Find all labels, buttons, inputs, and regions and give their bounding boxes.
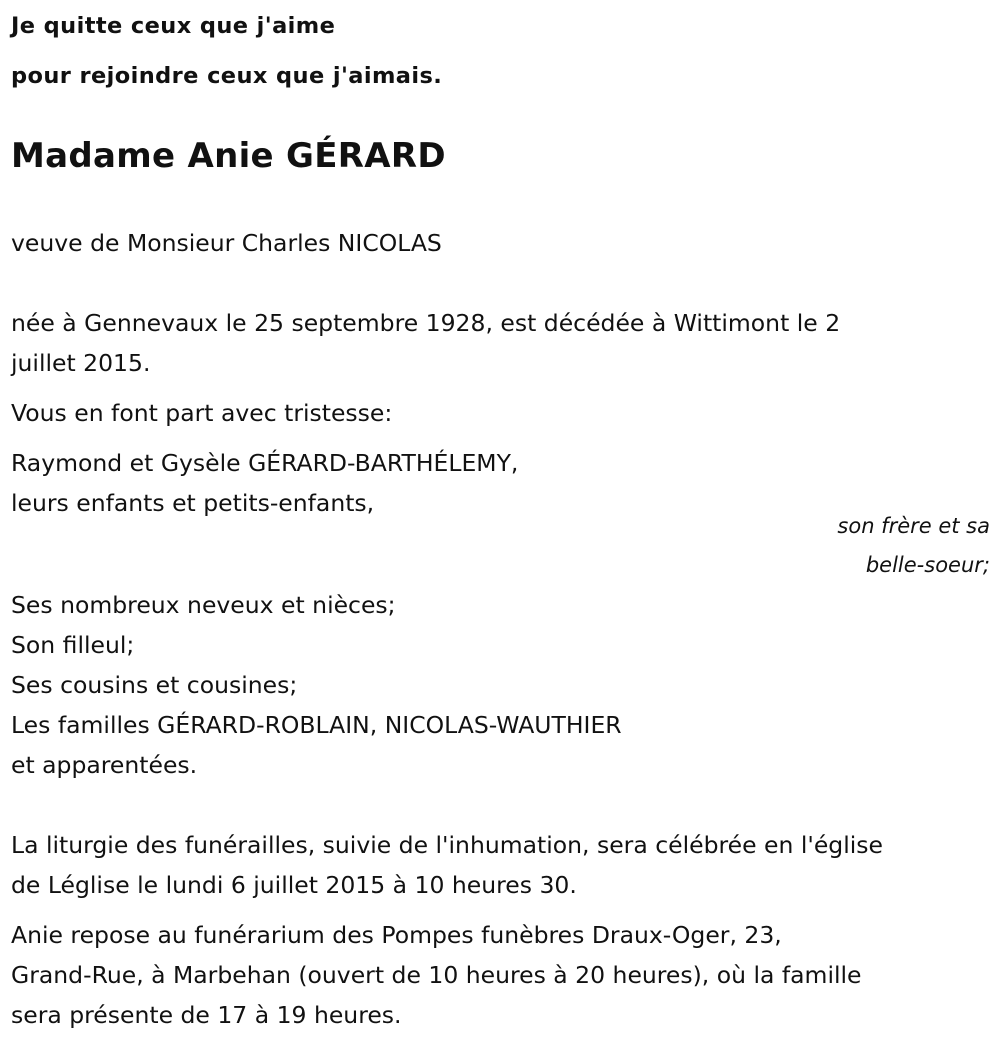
wake-line-1: Anie repose au funérarium des Pompes funèbres Draux-Oger, 23, [11,921,782,949]
spouse-line: veuve de Monsieur Charles NICOLAS [11,229,442,257]
deceased-name: Madame Anie GÉRARD [11,136,446,176]
family-line-2: leurs enfants et petits-enfants, [11,489,375,517]
funeral-line-2: de Léglise le lundi 6 juillet 2015 à 10 heures 30. [11,871,577,899]
family-line-7: et apparentées. [11,751,198,779]
family-line-5: Ses cousins et cousines; [11,671,298,699]
relation-line-1: son frère et sa [837,514,990,538]
wake-line-3: sera présente de 17 à 19 heures. [11,1001,402,1029]
announcement-line: Vous en font part avec tristesse: [11,399,393,427]
birth-death-line-1: née à Gennevaux le 25 septembre 1928, est décédée à Wittimont le 2 [11,309,841,337]
family-line-6: Les familles GÉRARD-ROBLAIN, NICOLAS-WAUTHIER [11,711,622,739]
family-line-3: Ses nombreux neveux et nièces; [11,591,396,619]
family-line-4: Son filleul; [11,631,135,659]
quote-line-1: Je quitte ceux que j'aime [11,13,336,39]
wake-line-2: Grand-Rue, à Marbehan (ouvert de 10 heures à 20 heures), où la famille [11,961,862,989]
funeral-line-1: La liturgie des funérailles, suivie de l'inhumation, sera célébrée en l'église [11,831,883,859]
quote-line-2: pour rejoindre ceux que j'aimais. [11,63,443,89]
family-line-1: Raymond et Gysèle GÉRARD-BARTHÉLEMY, [11,449,519,477]
birth-death-line-2: juillet 2015. [11,349,151,377]
relation-line-2: belle-soeur; [865,553,990,577]
